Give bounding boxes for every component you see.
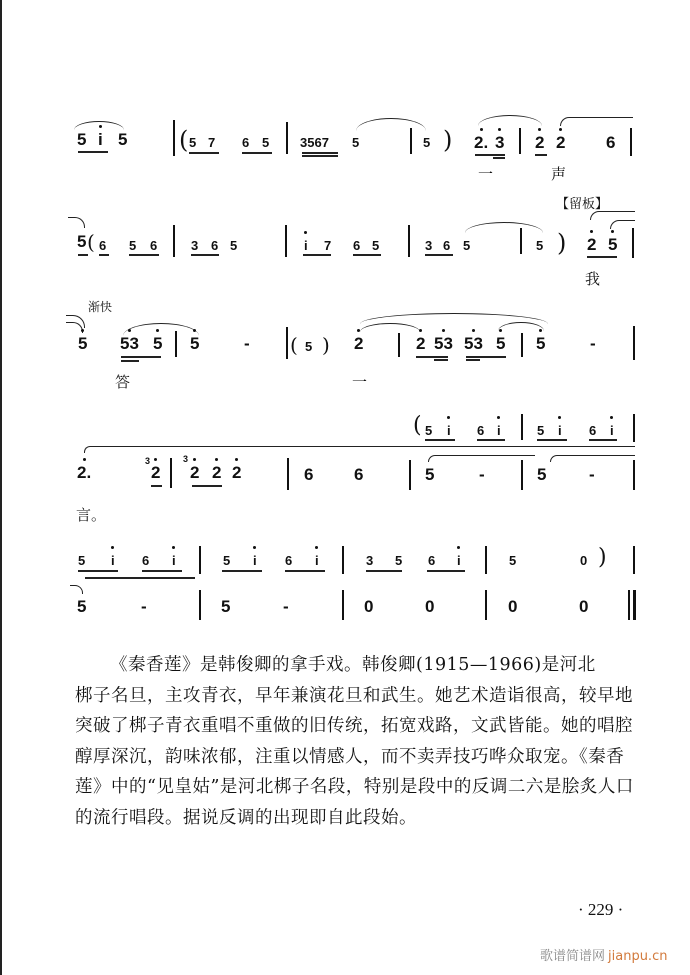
note: 5	[153, 334, 163, 353]
note: 5	[190, 334, 200, 353]
note: 5	[395, 553, 403, 568]
note: 5	[221, 597, 231, 616]
note: 5	[536, 334, 546, 353]
lyric: 言。	[76, 506, 107, 524]
note: -	[283, 597, 289, 616]
note: 53	[434, 334, 453, 353]
note: 5	[352, 135, 360, 150]
note: 53	[120, 334, 139, 353]
note: 0	[579, 597, 589, 616]
note: 6	[477, 423, 485, 438]
note: 5	[536, 238, 544, 253]
note: 6	[142, 553, 150, 568]
note: 6	[242, 135, 250, 150]
note: 6	[285, 553, 293, 568]
note: 2.	[77, 463, 92, 482]
paragraph-body: 梆子名旦，主攻青衣，早年兼演花旦和武生。她艺术造诣很高，较早地突破了梆子青衣重唱不重做的旧传统，拓宽戏路，文武皆能。她的唱腔醇厚深沉，韵味浓郁，注重以情感人，而不卖弄技巧哗众取宠。《秦香莲》中的“见皇姑”是河北梆子名段，特别是段中的反调二六是脍炙人口的流行唱段。据说反调的出现即自此段始。	[75, 685, 634, 828]
note: 2	[190, 463, 200, 482]
note: 6	[606, 133, 616, 152]
note: 5	[78, 334, 88, 353]
note: 2	[535, 133, 545, 152]
note: 6	[353, 238, 361, 253]
note: 5	[372, 238, 380, 253]
note: 53	[464, 334, 483, 353]
note: 7	[324, 238, 332, 253]
watermark-url: jianpu.cn	[608, 949, 668, 964]
lyric: 声	[551, 165, 567, 183]
note: 5	[608, 235, 618, 254]
notation-system-5: 5 i 6 i 5 i 6 i 3 5 6 i 5 0 ) 5 - 5 - 0 0 0 0	[0, 0, 690, 625]
notation-system-2: 【留板】 5 ( 6 5 6 3 6 5 i 7 6 5 3 6 5 5 ) 2 5 我	[0, 0, 690, 300]
note: 7	[208, 135, 216, 150]
note: 0	[425, 597, 435, 616]
note: 0	[364, 597, 374, 616]
lyric: 一	[352, 373, 368, 391]
note: 5	[262, 135, 270, 150]
watermark	[540, 945, 667, 964]
note: 6	[304, 465, 314, 484]
note: i	[111, 551, 115, 571]
note: 3	[495, 133, 505, 152]
note: 5	[537, 465, 547, 484]
note: 5	[118, 130, 128, 149]
note: 5	[425, 465, 435, 484]
paragraph-line-1: 《秦香莲》是韩俊卿的拿手戏。韩俊卿(1915—1966)是河北	[110, 655, 596, 675]
note: 2	[151, 463, 161, 482]
note: 6	[150, 238, 158, 253]
note: 5	[77, 130, 87, 149]
note: 5	[305, 339, 313, 354]
note: -	[244, 334, 250, 353]
note: i	[558, 421, 562, 441]
tempo-marking: 【留板】	[556, 197, 609, 212]
note: 5	[230, 238, 238, 253]
note: -	[141, 597, 147, 616]
note: 2	[232, 463, 242, 482]
note: 5	[189, 135, 197, 150]
note: 2	[416, 334, 426, 353]
note: i	[253, 551, 257, 571]
note: 6	[589, 423, 597, 438]
note: -	[590, 334, 596, 353]
note: 6	[443, 238, 451, 253]
note: 5	[223, 553, 231, 568]
note: 6	[211, 238, 219, 253]
tempo-marking: 渐快	[88, 300, 113, 314]
note: 5	[425, 423, 433, 438]
note: i	[497, 421, 501, 441]
note: -	[479, 465, 485, 484]
note: i	[172, 551, 176, 571]
lyric: 答	[115, 373, 131, 391]
note: 2.	[474, 133, 489, 152]
note: i	[304, 236, 308, 256]
note: 5	[77, 597, 87, 616]
note: 3	[191, 238, 199, 253]
lyric: 一	[478, 165, 494, 183]
grace-note: 3	[145, 456, 151, 466]
page-number: · 229 ·	[578, 900, 624, 919]
note: 5	[77, 232, 87, 251]
note: 3567	[300, 135, 329, 150]
note: 5	[537, 423, 545, 438]
notation-system-3: 渐快 5 53 5 5 - ( 5 ) 2 2 53 53 5 5 - 答 一	[0, 0, 690, 400]
note: i	[457, 551, 461, 571]
note: 5	[496, 334, 506, 353]
note: 5	[78, 553, 86, 568]
note: 5	[129, 238, 137, 253]
note: 5	[423, 135, 431, 150]
note: 3	[425, 238, 433, 253]
watermark-text: 歌谱简谱网	[540, 949, 606, 964]
note: 2	[212, 463, 222, 482]
note: 0	[580, 553, 588, 568]
note: 6	[428, 553, 436, 568]
note: 2	[354, 334, 364, 353]
notation-system-1: 5 i 5 ( 5 7 6 5 3567 5 5 ) 2. 3 2 2 6 一 声	[0, 0, 690, 200]
note: 6	[354, 465, 364, 484]
note: i	[447, 421, 451, 441]
note: 3	[366, 553, 374, 568]
commentary-text	[75, 650, 645, 833]
note: 2	[556, 133, 566, 152]
note: i	[98, 130, 103, 149]
note: 5	[463, 238, 471, 253]
note: 6	[99, 238, 107, 253]
note: 5	[509, 553, 517, 568]
lyric: 我	[585, 270, 601, 288]
notation-system-4: ( 5 i 6 i 5 i 6 i 2. 3 2 3 2 2 2 6 6 5 - 5 - 言。	[0, 0, 690, 520]
note: i	[315, 551, 319, 571]
note: 2	[587, 235, 597, 254]
note: 0	[508, 597, 518, 616]
note: -	[589, 465, 595, 484]
note: i	[610, 421, 614, 441]
grace-note: 3	[183, 454, 189, 464]
